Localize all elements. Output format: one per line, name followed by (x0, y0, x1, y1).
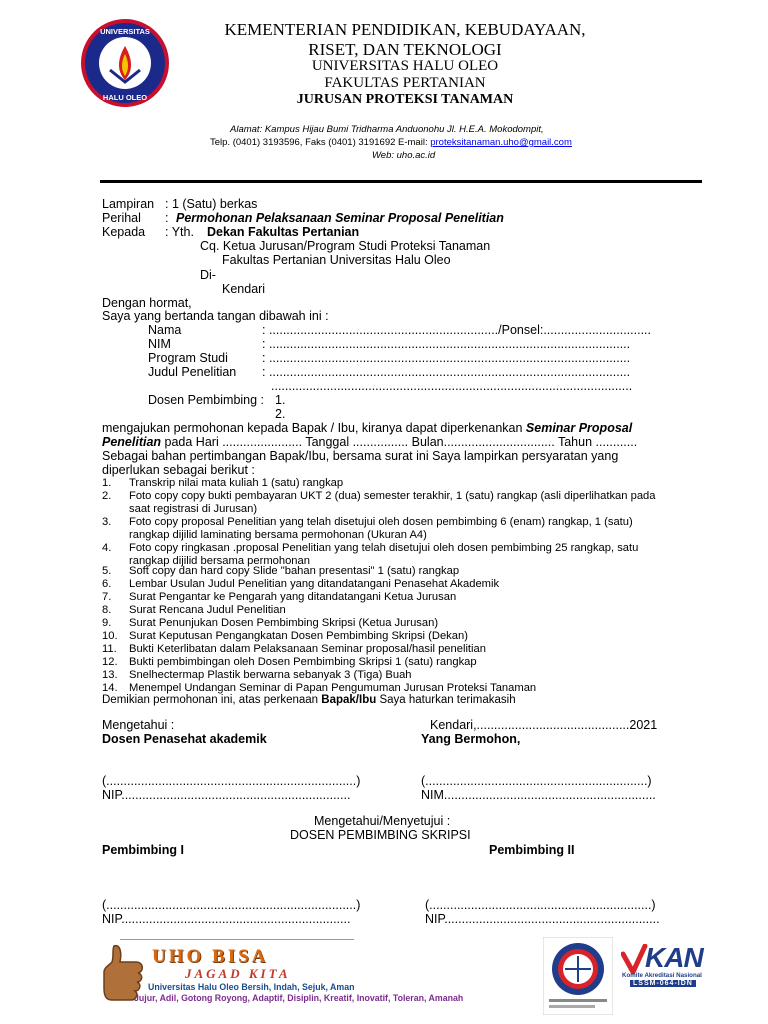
signature-name-right: (................................................................) (421, 774, 652, 788)
list-item-number: 14. (102, 682, 118, 694)
logo-text-top: UNIVERSITAS (100, 27, 150, 36)
list-item-number: 7. (102, 591, 112, 603)
list-item (102, 630, 662, 643)
field-judul-value: : ........................................................................................................ (262, 365, 631, 379)
list-item-text: Surat Keputusan Pengangkatan Dosen Pembimbing Skripsi (Dekan) (129, 630, 468, 642)
list-item (102, 477, 662, 490)
salutation: Dengan hormat, (102, 296, 192, 310)
signature-name-left-2: (........................................................................) (102, 898, 361, 912)
list-item (102, 656, 662, 669)
web-line: Web: uho.ac.id (372, 150, 436, 161)
perihal-colon: : (165, 211, 169, 225)
list-item (102, 578, 662, 591)
lampiran-value: : 1 (Satu) berkas (165, 197, 258, 211)
paragraph-1b: Seminar Proposal (525, 421, 633, 435)
list-item-number: 5. (102, 565, 112, 577)
closing-c: Saya haturkan terimakasih (379, 694, 516, 706)
list-item-text: Transkrip nilai mata kuliah 1 (satu) rangkap (129, 477, 344, 489)
list-item-number: 2. (102, 490, 112, 502)
paragraph-2a: Penelitian (102, 435, 162, 449)
iso-certification-logo (543, 937, 613, 1015)
paragraph-line-2 (102, 435, 637, 449)
kota-text: Kendari (222, 282, 266, 296)
list-item-number: 9. (102, 617, 112, 629)
logo-text-bottom: HALU OLEO (102, 93, 148, 102)
pembimbing-1-label: Pembimbing I (102, 843, 184, 857)
field-nim-value: : ........................................................................................................ (262, 337, 631, 351)
faculty-name: FAKULTAS PERTANIAN (324, 75, 486, 91)
list-item-number: 4. (102, 542, 112, 554)
list-item (102, 643, 662, 656)
signature-name-left: (........................................................................) (102, 774, 361, 788)
list-item-number: 8. (102, 604, 112, 616)
list-item-text: Foto copy ringkasan .proposal Penelitian yang telah disetujui oleh dosen pembimbing 25 rangkap, satu rangkap dijilid bersama permohonan (129, 542, 639, 567)
jagad-kita-text: JAGAD KITA (185, 966, 291, 981)
paragraph-2b: pada Hari ....................... Tanggal ................ Bulan................................ Tahun ............ (164, 435, 638, 449)
intro-text: Saya yang bertanda tangan dibawah ini : (102, 309, 329, 323)
department-name: JURUSAN PROTEKSI TANAMAN (296, 92, 514, 107)
list-item-number: 11. (102, 643, 117, 655)
list-item-text: Foto copy copy bukti pembayaran UKT 2 (dua) semester terakhir, 1 (satu) rangkap (asli diperlihatkan pada saat registrasi di Jurusan) (129, 490, 656, 515)
nip-left-2: NIP.................................................................. (102, 912, 351, 926)
dosen-skripsi-label: DOSEN PEMBIMBING SKRIPSI (290, 828, 471, 842)
paragraph-1a: mengajukan permohonan kepada Bapak / Ibu, kiranya dapat diperkenankan (102, 421, 523, 435)
lampiran-label: Lampiran (102, 197, 155, 211)
field-nama-label: Nama (148, 323, 182, 337)
list-item-text: Lembar Usulan Judul Penelitian yang ditandatangani Penasehat Akademik (129, 578, 500, 590)
kan-subtitle: Komite Akreditasi Nasional (622, 972, 702, 979)
email-link[interactable]: proteksitanaman.uho@gmail.com (430, 137, 572, 148)
nim-right: NIM............................................................. (421, 788, 656, 802)
cq-line-2: Fakultas Pertanian Universitas Halu Oleo (222, 253, 451, 267)
university-name: UNIVERSITAS HALU OLEO (311, 58, 499, 74)
list-item-number: 13. (102, 669, 118, 681)
list-item (102, 604, 662, 617)
penasehat-label: Dosen Penasehat akademik (102, 732, 267, 746)
list-item-text: Menempel Undangan Seminar di Papan Pengumuman Jurusan Proteksi Tanaman (129, 682, 537, 694)
closing-b: Bapak/Ibu (321, 694, 377, 706)
list-item-text: Snelhectermap Plastik berwarna sebanyak 3 (Tiga) Buah (129, 669, 412, 681)
university-logo (80, 18, 170, 108)
di-text: Di- (200, 268, 216, 282)
field-prodi-label: Program Studi (148, 351, 228, 365)
field-prodi-value: : ........................................................................................................ (262, 351, 631, 365)
dosen-pembimbing-label: Dosen Pembimbing : (148, 393, 265, 407)
ministry-line-1: KEMENTERIAN PENDIDIKAN, KEBUDAYAAN, (224, 20, 586, 39)
field-nim-label: NIM (148, 337, 171, 351)
paragraph-line-3: Sebagai bahan pertimbangan Bapak/Ibu, bersama surat ini Saya lampirkan persyaratan yang (102, 449, 619, 463)
closing-line (102, 694, 516, 706)
paragraph-line-1 (102, 421, 632, 435)
nip-left: NIP.................................................................. (102, 788, 351, 802)
list-item-text: Surat Penunjukan Dosen Pembimbing Skripsi (Ketua Jurusan) (129, 617, 439, 629)
list-item-text: Bukti pembimbingan oleh Dosen Pembimbing Skripsi 1 (satu) rangkap (129, 656, 477, 668)
list-item-text: Surat Pengantar ke Pengarah yang ditandatangani Ketua Jurusan (129, 591, 457, 603)
kan-text: KAN (645, 942, 703, 973)
footer-divider (120, 939, 354, 940)
list-item (102, 669, 662, 682)
list-item-number: 6. (102, 578, 112, 590)
list-item-text: Bukti Keterlibatan dalam Pelaksanaan Seminar proposal/hasil penelitian (129, 643, 486, 655)
list-item-number: 10. (102, 630, 118, 642)
list-item-text: Surat Rencana Judul Penelitian (129, 604, 286, 616)
kendari-date: Kendari,............................................2021 (430, 718, 658, 732)
field-nama-value: : ................................................................../Ponsel:............................... (262, 323, 651, 337)
menyetujui-label: Mengetahui/Menyetujui : (314, 814, 451, 828)
phone-text: Telp. (0401) 3193596, Faks (0401) 3191692 E-mail: (210, 137, 428, 148)
nip-right-2: NIP.............................................................. (425, 912, 660, 926)
contact-line (210, 137, 572, 148)
list-item-number: 1. (102, 477, 112, 489)
field-judul-label: Judul Penelitian (148, 365, 237, 379)
cq-line-1: Cq. Ketua Jurusan/Program Studi Proteksi Tanaman (200, 239, 491, 253)
ministry-line-2: RISET, DAN TEKNOLOGI (308, 40, 502, 59)
motto-line-2: Jujur, Adil, Gotong Royong, Adaptif, Disiplin, Kreatif, Inovatif, Toleran, Amanah (134, 993, 464, 1003)
dosen-pembimbing-1: 1. (275, 393, 286, 407)
kepada-label: Kepada (102, 225, 146, 239)
list-item (102, 490, 662, 516)
closing-a: Demikian permohonan ini, atas perkenaan (102, 694, 319, 706)
list-item (102, 617, 662, 630)
kepada-prefix: : Yth. (165, 225, 194, 239)
uho-bisa-text: UHO BISA (152, 946, 269, 967)
field-judul-continuation: ........................................................................................................ (271, 379, 633, 393)
paragraph-line-4: diperlukan sebagai berikut : (102, 463, 255, 477)
kan-code: LSSM-064-IDN (630, 980, 696, 987)
mengetahui-label: Mengetahui : (102, 718, 175, 732)
list-item-text: Foto copy proposal Penelitian yang telah disetujui oleh dosen pembimbing 6 (enam) rangkap, 1 (satu) rangkap dijilid laminating bersama permohonan (Ukuran A4) (129, 516, 633, 541)
signature-name-right-2: (................................................................) (425, 898, 656, 912)
list-item (102, 565, 662, 578)
perihal-label: Perihal (102, 211, 141, 225)
list-item (102, 516, 662, 542)
list-item (102, 591, 662, 604)
address-line: Alamat: Kampus Hijau Bumi Tridharma Anduonohu Jl. H.E.A. Mokodompit, (230, 124, 544, 135)
pemohon-label: Yang Bermohon, (421, 732, 521, 746)
motto-line-1: Universitas Halu Oleo Bersih, Indah, Sejuk, Aman (148, 982, 355, 992)
kepada-value: Dekan Fakultas Pertanian (207, 225, 360, 239)
list-item-number: 12. (102, 656, 118, 668)
list-item-number: 3. (102, 516, 112, 528)
list-item-text: Soft copy dan hard copy Slide "bahan presentasi" 1 (satu) rangkap (129, 565, 460, 577)
dosen-pembimbing-2: 2. (275, 407, 286, 421)
header-divider (100, 180, 702, 183)
perihal-value: Permohonan Pelaksanaan Seminar Proposal Penelitian (176, 211, 504, 225)
pembimbing-2-label: Pembimbing II (489, 843, 575, 857)
